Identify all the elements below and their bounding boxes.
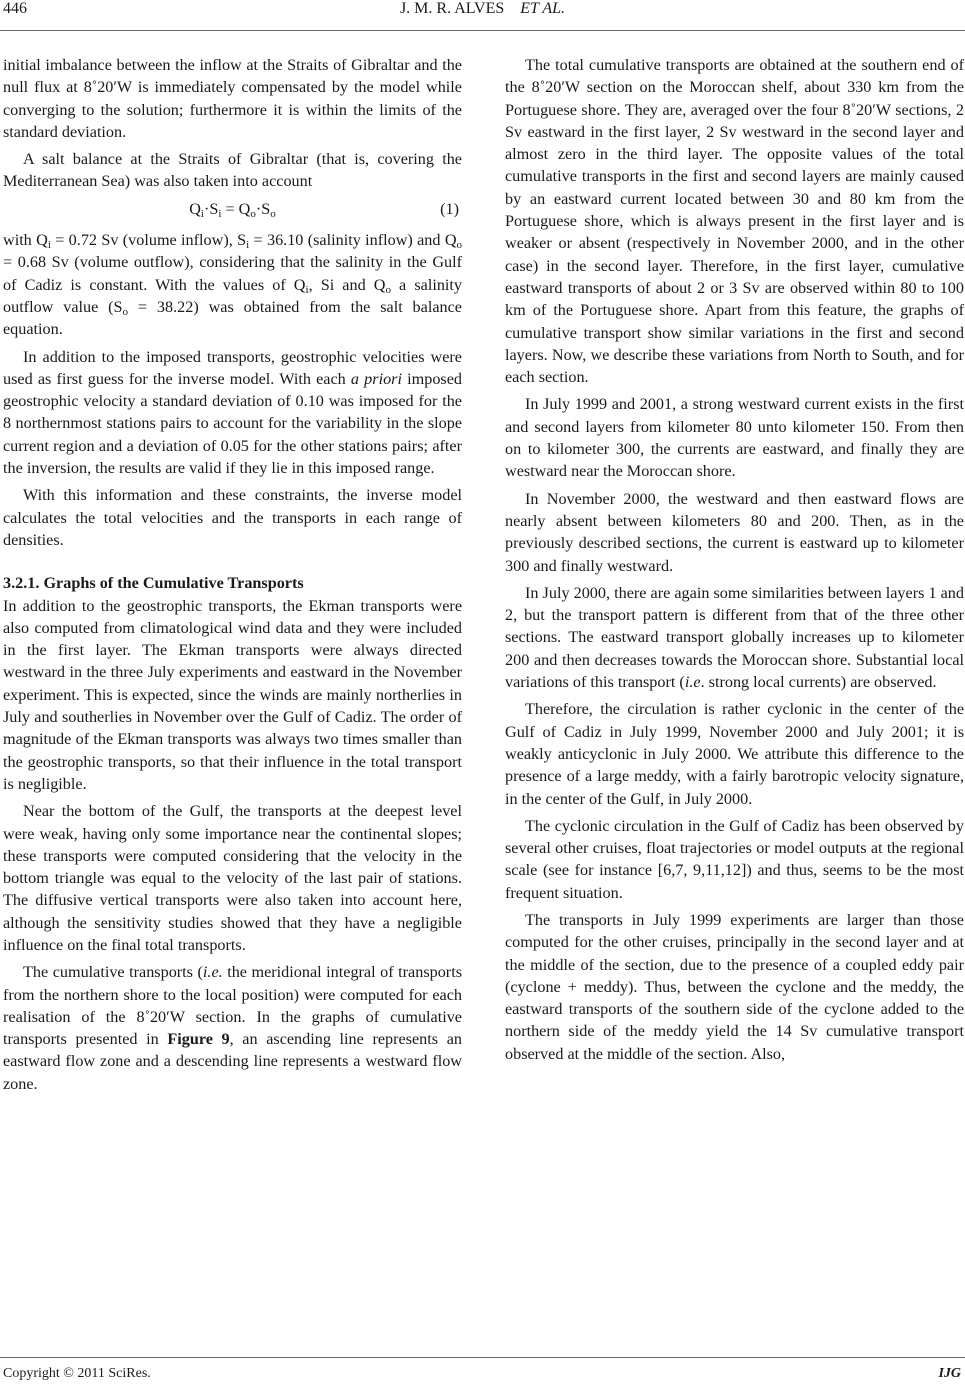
running-head-authors: J. M. R. ALVES bbox=[399, 0, 505, 17]
equation-body: $Q_i\cdot S_i = Q_o\cdot S_o$ bbox=[189, 199, 276, 220]
paragraph: Near the bottom of the Gulf, the transports at the deepest level were weak, having only some importance near the continental slopes; these transports were computed considering that the velocity in the bottom triangle was equal to the velocity of the last pair of stations. The diffusive vertical transports were also taken into account here, although the sensitivity studies showed that they have a negligible influence on the final total transports. bbox=[3, 802, 462, 954]
paragraph: The cyclonic circulation in the Gulf of Cadiz has been observed by several other cruises, float trajectories or model outputs at the regional scale (see for instance [6,7, 9,11,12]) and thus, seems to be the most frequent situation. bbox=[505, 816, 964, 902]
copyright-notice: Copyright © 2011 SciRes. bbox=[3, 1366, 151, 1381]
right-column bbox=[505, 54, 964, 1070]
page-number: 446 bbox=[3, 0, 27, 17]
paragraph: In addition to the imposed transports, geostrophic velocities were used as first guess for the inverse model. With each a priori imposed geostrophic velocity a standard deviation of 0.10 was imposed for the 8 northernmost stations pairs to account for the variability in the slope current region and a deviation of 0.05 for the other stations pairs; after the inversion, the results are valid if they lie in this imposed range. bbox=[3, 347, 462, 478]
running-head-etal: ET AL. bbox=[520, 0, 566, 17]
figure-reference[interactable]: Figure 9 bbox=[167, 1030, 230, 1049]
footer-rule bbox=[0, 1357, 965, 1358]
paragraph: In July 1999 and 2001, a strong westward current exists in the first and second layers from kilometer 80 unto kilometer 150. From then on to kilometer 300, the currents are eastward, and finally they are westward near the Moroccan shore. bbox=[505, 395, 964, 481]
paragraph: with $Q_i = 0.72$ Sv (volume inflow), $S_i = 36.10$ (salinity inflow) and $Q_o = 0.68$ Sv (volume outflow), considering that the salinity in the Gulf of Cadiz is constant. With the values of $Q_i$, Si and $Q_o$ a salinity outflow value $(S_o = 38.22)$ was obtained from the salt balance equation. bbox=[3, 231, 463, 339]
section-heading: 3.2.1. Graphs of the Cumulative Transports bbox=[3, 574, 304, 593]
left-column bbox=[3, 54, 462, 1100]
paragraph: Therefore, the circulation is rather cyclonic in the center of the Gulf of Cadiz in July 1999, November 2000 and July 2001; it is weakly anticyclonic in July 2000. We attribute this difference to the presence of a large meddy, with a fairly barotropic velocity signature, in the center of the Gulf, in July 2000. bbox=[505, 700, 964, 808]
equation-1 bbox=[3, 198, 462, 220]
paragraph: In November 2000, the westward and then eastward flows are nearly absent between kilometers 80 and 200. Then, as in the previously described sections, the current is eastward up to kilometer 300 and finally westward. bbox=[505, 489, 964, 575]
paragraph: initial imbalance between the inflow at the Straits of Gibraltar and the null flux at 8˚20′W is immediately compensated by the model while converging to the solution; furthermore it is within the limits of the standard deviation. bbox=[3, 56, 462, 141]
equation-number: (1) bbox=[440, 199, 459, 218]
page-header bbox=[0, 0, 965, 40]
paragraph: The cumulative transports (i.e. the meridional integral of transports from the northern shore to the local position) were computed for each realisation of the 8˚20′W section. In the graphs of cumulative transports presented in Figure 9, an ascending line represents an eastward flow zone and a descending line represents a westward flow zone. bbox=[3, 963, 462, 1093]
paragraph: The total cumulative transports are obtained at the southern end of the 8˚20′W section on the Moroccan shelf, about 330 km from the Portuguese shore. They are, averaged over the four 8˚20′W sections, 2 Sv eastward in the first layer, 2 Sv westward in the second layer and almost zero in the third layer. The opposite values of the total cumulative transports in the first and second layers are mainly caused by an eastward current located between 30 and 80 km from the Portuguese shore, which is always present in the first layer and is weaker or absent (respectively in November 2000, and in the other case) in the second layer. Therefore, in the first layer, cumulative eastward transports of about 2 or 3 Sv are observed within 80 to 100 km of the Portuguese shore. Apart from this feature, the graphs of cumulative transport show similar variations in the first and second layers. Now, we describe these variations from North to South, and for each section. bbox=[505, 56, 964, 387]
paragraph: A salt balance at the Straits of Gibraltar (that is, covering the Mediterranean Sea) was also taken into account bbox=[3, 150, 462, 191]
running-head bbox=[0, 0, 965, 18]
paragraph: In July 2000, there are again some similarities between layers 1 and 2, but the transport pattern is different from that of the three other sections. The eastward transport globally increases up to kilometer 200 and then decreases towards the Moroccan shore. Substantial local variations of this transport (i.e. strong local currents) are observed. bbox=[505, 583, 964, 692]
paragraph: The transports in July 1999 experiments are larger than those computed for the other cruises, principally in the second layer and at the middle of the section, due to the presence of a coupled eddy pair (cyclone + meddy). Thus, between the cyclone and the meddy, the eastward transports of the southern side of the cyclone added to the northern side of the meddy yield the 14 Sv cumulative transport observed at the middle of the section. Also, bbox=[505, 910, 964, 1063]
section-gap bbox=[3, 556, 462, 572]
paragraph: In addition to the geostrophic transports, the Ekman transports were also computed from climatological wind data and they were included in the first layer. The Ekman transports were always directed westward in the three July experiments and eastward in the November experiment. This is expected, since the winds are mainly northerlies in July and southerlies in November over the Gulf of Cadiz. The order of magnitude of the Ekman transports was always two times smaller than the geostrophic transports, so that their influence in the total transport is negligible. bbox=[3, 596, 462, 793]
header-rule bbox=[0, 30, 965, 31]
paragraph: With this information and these constraints, the inverse model calculates the total velocities and the transports in each range of densities. bbox=[3, 486, 462, 549]
journal-abbrev: IJG bbox=[938, 1366, 961, 1381]
